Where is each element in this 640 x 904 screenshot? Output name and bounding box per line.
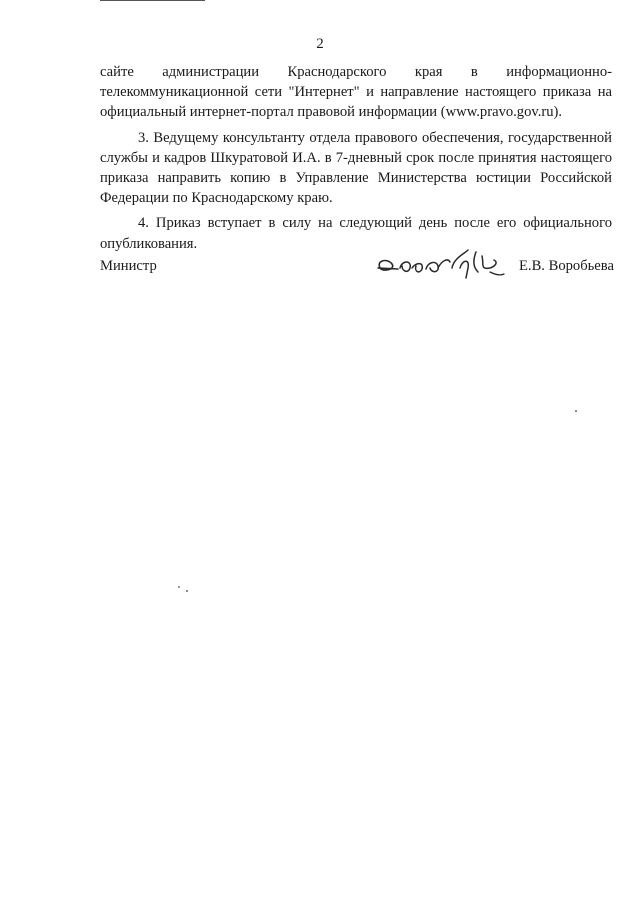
signatory-name: Е.В. Воробьева xyxy=(519,258,614,274)
scan-speck xyxy=(186,590,188,592)
page-number: 2 xyxy=(316,36,324,52)
paragraph-continuation: сайте администрации Краснодарского края в информационно-телекоммуникационной сети "Интернет" и направление настоящего приказа на официальный интернет-портал правовой информации (www.pravo.gov.ru). xyxy=(100,64,612,121)
signatory-title: Министр xyxy=(100,258,157,274)
paragraph-item-3: 3. Ведущему консультанту отдела правового обеспечения, государственной службы и кадров Шкуратовой И.А. в 7-дневный срок после принятия настоящего приказа направить копию в Управление Министерства юстиции Российской Федерации по Краснодарскому краю. xyxy=(100,129,612,207)
header-rule xyxy=(100,0,205,1)
document-body xyxy=(100,62,612,259)
scan-speck xyxy=(178,586,180,588)
scan-speck xyxy=(575,410,577,412)
paragraph-item-4: 4. Приказ вступает в силу на следующий день после его официального опубликования. xyxy=(100,215,612,252)
handwritten-signature xyxy=(372,238,512,288)
